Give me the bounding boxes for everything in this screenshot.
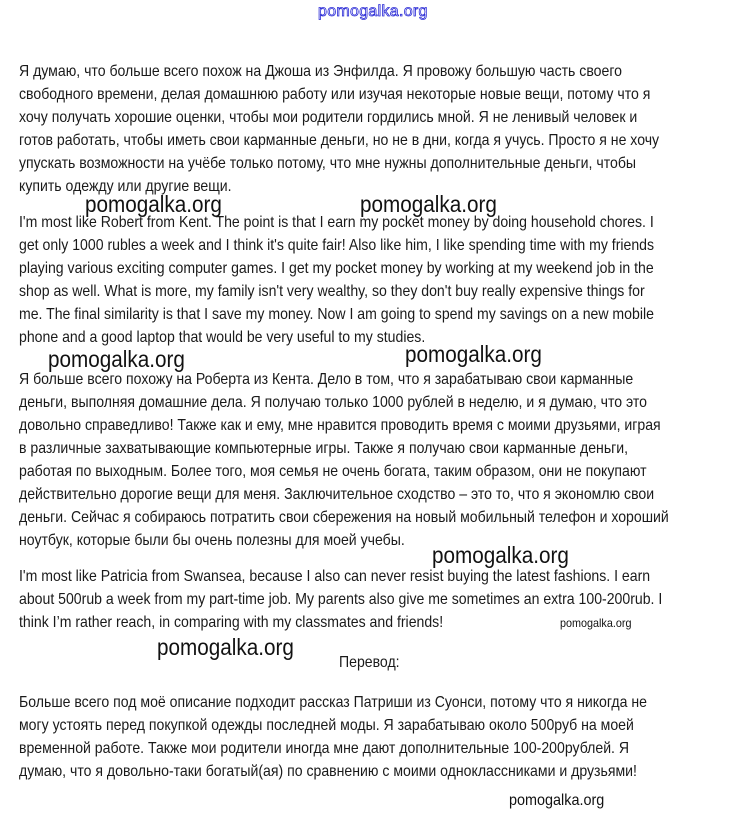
paragraph-2-line: me. The final similarity is that I save my money. Now I am going to spend my savings on a new mobile bbox=[19, 306, 654, 323]
paragraph-5-line: думаю, что я довольно-таки богатый(ая) по сравнению с моими одноклассниками и друзьями! bbox=[19, 763, 637, 780]
paragraph-3-line: деньги. Сейчас я собираюсь потратить свои сбережения на новый мобильный телефон и хороший bbox=[19, 509, 669, 526]
translation-heading: Перевод: bbox=[339, 654, 400, 671]
watermark: pomogalka.org bbox=[157, 634, 294, 660]
paragraph-3-line: Я больше всего похожу на Роберта из Кента. Дело в том, что я зарабатываю свои карманные bbox=[19, 371, 634, 388]
paragraph-2-line: I'm most like Robert from Kent. The point is that I earn my pocket money by doing household chores. I bbox=[19, 214, 654, 231]
paragraph-1-line: свободного времени, делая домашнюю работу или изучая некоторые новые вещи, потому что я bbox=[19, 86, 651, 103]
watermark: pomogalka.org bbox=[85, 191, 222, 217]
paragraph-2-line: shop as well. What is more, my family isn't very wealthy, so they don't buy really expensive things for bbox=[19, 283, 645, 300]
paragraph-1-line: готов работать, чтобы иметь свои карманные деньги, но не в дни, когда я учусь. Просто я не хочу bbox=[19, 132, 660, 149]
paragraph-1-line: хочу получать хорошие оценки, чтобы мои родители гордились мной. Я не ленивый человек и bbox=[19, 109, 638, 126]
watermark: pomogalka.org bbox=[509, 792, 605, 809]
watermark: pomogalka.org bbox=[560, 616, 632, 630]
paragraph-3-line: ноутбук, которые были бы очень полезны для моей учебы. bbox=[19, 532, 405, 549]
paragraph-4-line: about 500rub a week from my part-time job. My parents also give me sometimes an extra 100-200rub. I bbox=[19, 591, 663, 608]
paragraph-2-line: get only 1000 rubles a week and I think it's quite fair! Also like him, I like spending time with my friends bbox=[19, 237, 655, 254]
paragraph-2-line: playing various exciting computer games. I get my pocket money by working at my weekend job in the bbox=[19, 260, 654, 277]
paragraph-4-line: think I’m rather reach, in comparing with my classmates and friends! bbox=[19, 614, 444, 631]
paragraph-2-line: phone and a good laptop that would be very useful to my studies. bbox=[19, 329, 426, 346]
paragraph-3-line: в различные захватывающие компьютерные игры. Также я получаю свои карманные деньги, bbox=[19, 440, 629, 457]
paragraph-5-line: Больше всего под моё описание подходит рассказ Патриши из Суонси, потому что я никогда не bbox=[19, 694, 647, 711]
paragraph-1-line: упускать возможности на учёбе только потому, что мне нужны дополнительные деньги, чтобы bbox=[19, 155, 637, 172]
paragraph-3-line: деньги, выполняя домашние дела. Я получаю только 1000 рублей в неделю, и я думаю, что это bbox=[19, 394, 648, 411]
paragraph-1-line: купить одежду или другие вещи. bbox=[19, 178, 232, 195]
paragraph-3-line: работая по выходным. Более того, моя семья не очень богата, таким образом, они не покупают bbox=[19, 463, 647, 480]
paragraph-3-line: довольно справедливо! Также как и ему, мне нравится проводить время с моими друзьями, играя bbox=[19, 417, 661, 434]
watermark: pomogalka.org bbox=[432, 542, 569, 568]
watermark: pomogalka.org bbox=[48, 346, 185, 372]
header-watermark: pomogalka.org bbox=[318, 3, 428, 20]
paragraph-5-line: могу устоять перед покупкой одежды последней моды. Я зарабатываю около 500руб на моей bbox=[19, 717, 634, 734]
watermark: pomogalka.org bbox=[405, 341, 542, 367]
paragraph-5-line: временной работе. Также мои родители иногда мне дают дополнительные 100-200рублей. Я bbox=[19, 740, 630, 757]
paragraph-3-line: действительно дорогие вещи для меня. Заключительное сходство – это то, что я экономлю свои bbox=[19, 486, 655, 503]
paragraph-4-line: I'm most like Patricia from Swansea, because I also can never resist buying the latest fashions. I earn bbox=[19, 568, 651, 585]
paragraph-1-line: Я думаю, что больше всего похож на Джоша из Энфилда. Я провожу большую часть своего bbox=[19, 63, 622, 80]
watermark: pomogalka.org bbox=[360, 191, 497, 217]
